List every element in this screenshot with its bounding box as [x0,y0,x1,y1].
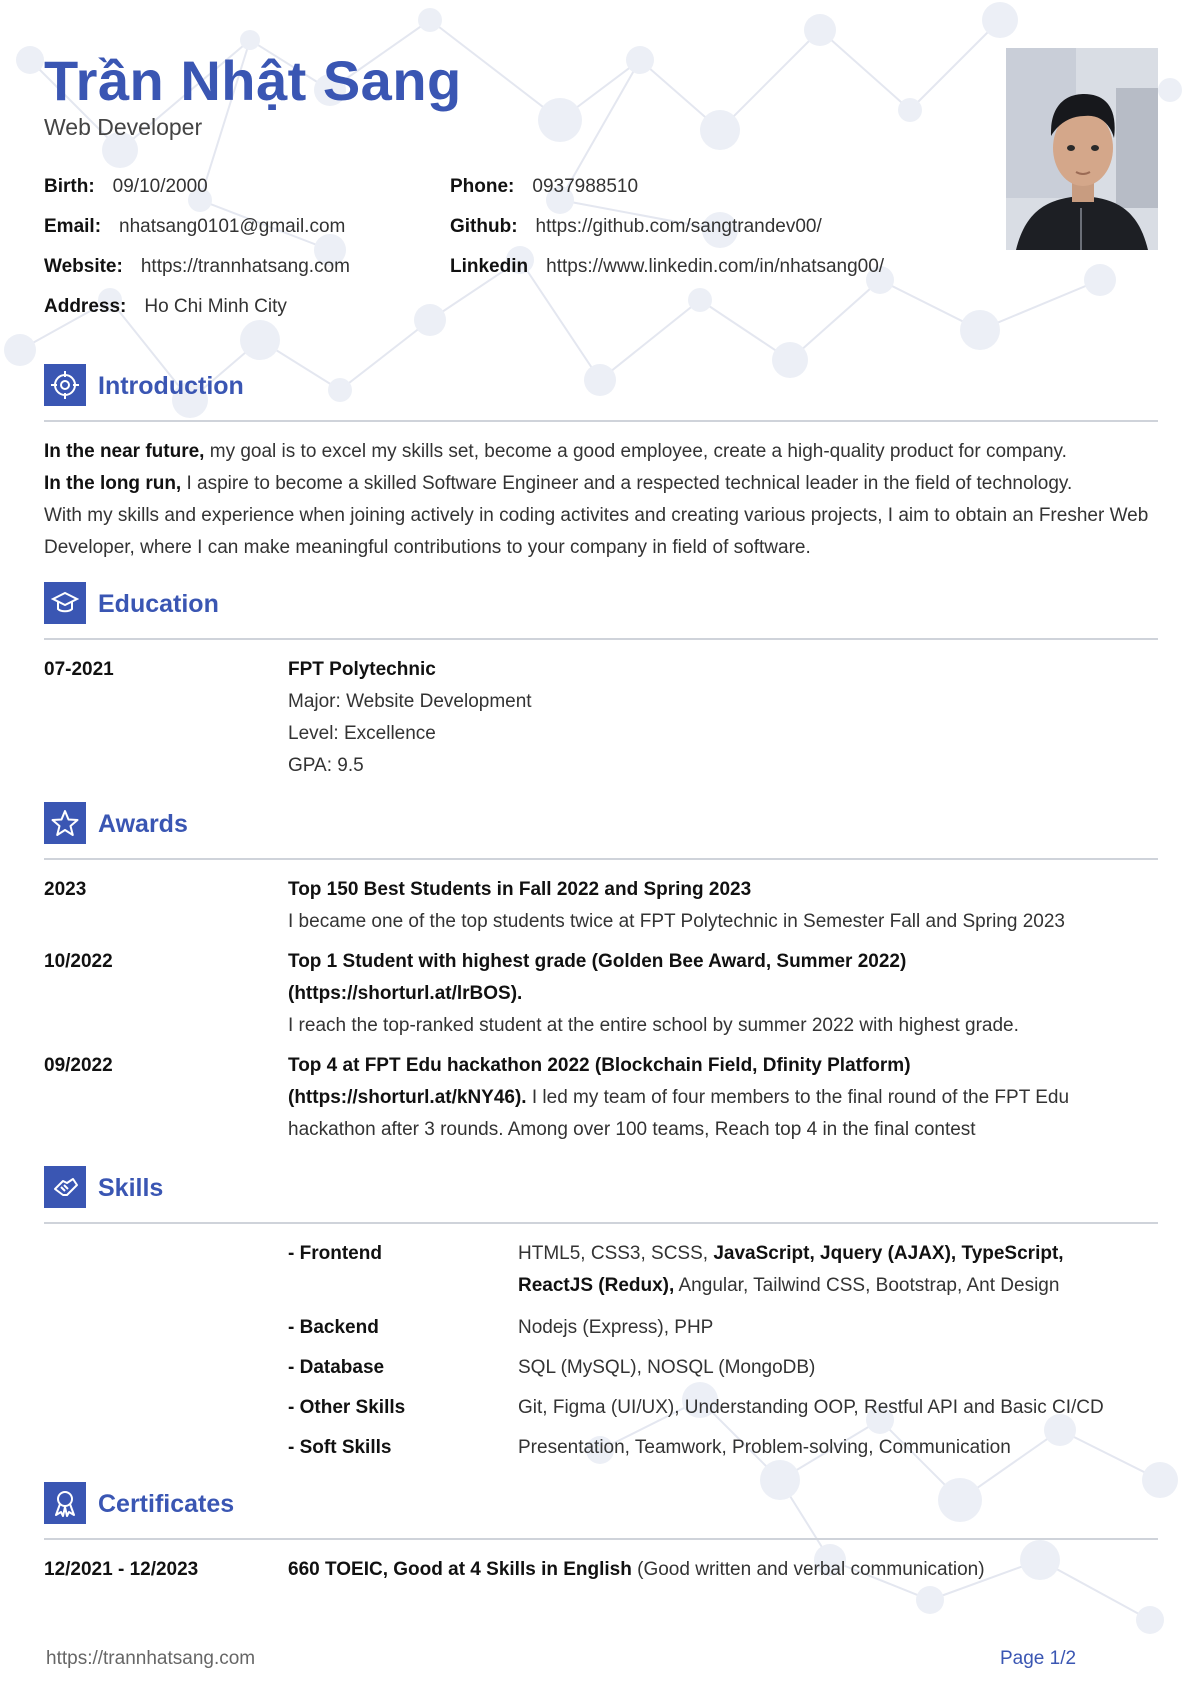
skill-label-other: - Other Skills [288,1397,406,1418]
education-level: Level: Excellence [288,723,436,744]
certificate-description: (Good written and verbal communication) [631,1559,985,1580]
contact-linkedin [450,256,884,278]
email-label: Email: [44,216,102,237]
award-title: Top 1 Student with highest grade (Golden Bee Award, Summer 2022) [288,951,907,972]
contact-phone [450,176,638,198]
contact-website [44,256,350,278]
award-description [288,1082,1069,1114]
skill-label-database: - Database [288,1357,385,1378]
certificate-date: 12/2021 - 12/2023 [44,1559,199,1580]
contact-address [44,296,287,318]
skill-label-backend: - Backend [288,1317,379,1338]
frontend-part2: JavaScript, Jquery (AJAX), TypeScript, [713,1243,1064,1264]
star-icon [44,802,86,844]
education-gpa: GPA: 9.5 [288,755,364,776]
linkedin-label: Linkedin [450,256,529,277]
section-title: Introduction [98,372,244,400]
website-link[interactable]: https://trannhatsang.com [140,256,350,277]
award-title: Top 4 at FPT Edu hackathon 2022 (Blockchain Field, Dfinity Platform) [288,1055,911,1076]
frontend-part3: ReactJS (Redux), [518,1275,675,1296]
award-description: I became one of the top students twice at FPT Polytechnic in Semester Fall and Spring 2023 [288,911,1065,932]
contact-email [44,216,345,238]
section-certificates [44,1482,1158,1526]
footer-website-link[interactable]: https://trannhatsang.com [46,1648,256,1669]
intro-p2-lead: In the long run, [44,473,182,494]
award-link[interactable]: (https://shorturl.at/lrBOS). [288,983,523,1004]
award-title: Top 150 Best Students in Fall 2022 and Spring 2023 [288,879,752,900]
github-label: Github: [450,216,518,237]
github-link[interactable]: https://github.com/sangtrandev00/ [535,216,822,237]
section-divider [44,1222,1158,1224]
section-divider [44,858,1158,860]
intro-p1-lead: In the near future, [44,441,205,462]
candidate-role: Web Developer [44,114,203,140]
intro-p1: my goal is to excel my skills set, become a good employee, create a high-quality product for company. [204,441,1067,462]
intro-p3: With my skills and experience when joining actively in coding activites and creating various projects, I aim to obtain an Fresher Web Developer, where I can make meaningful contributions to your company in field of software. [44,505,1149,558]
award-date: 09/2022 [44,1055,113,1076]
section-introduction [44,364,1158,408]
skill-value-backend: Nodejs (Express), PHP [518,1317,714,1338]
skill-label-soft: - Soft Skills [288,1437,392,1458]
skill-value-soft: Presentation, Teamwork, Problem-solving, Communication [518,1437,1011,1458]
section-title: Skills [98,1174,164,1202]
section-education [44,582,1158,626]
education-school: FPT Polytechnic [288,659,436,680]
email-value[interactable]: nhatsang0101@gmail.com [119,216,346,237]
certificate-entry [288,1554,985,1586]
award-description-line1: I led my team of four members to the final round of the FPT Edu [526,1087,1070,1108]
frontend-part1: HTML5, CSS3, SCSS, [518,1243,714,1264]
contact-github [450,216,822,238]
award-date: 10/2022 [44,951,113,972]
education-date: 07-2021 [44,659,114,680]
section-title: Education [98,590,219,618]
section-title: Awards [98,810,188,838]
candidate-name: Trần Nhật Sang [44,49,462,112]
section-divider [44,420,1158,422]
linkedin-link[interactable]: https://www.linkedin.com/in/nhatsang00/ [546,256,885,277]
phone-label: Phone: [450,176,515,197]
intro-p2: I aspire to become a skilled Software Engineer and a respected technical leader in the field of technology. [181,473,1073,494]
birth-value: 09/10/2000 [112,176,208,197]
handshake-icon [44,1166,86,1208]
contact-birth [44,176,208,198]
award-description: I reach the top-ranked student at the entire school by summer 2022 with highest grade. [288,1015,1019,1036]
education-major: Major: Website Development [288,691,532,712]
page-number: Page 1/2 [1000,1648,1077,1669]
award-date: 2023 [44,879,87,900]
phone-value: 0937988510 [532,176,639,197]
section-divider [44,638,1158,640]
skill-value-frontend [518,1238,1158,1302]
address-label: Address: [44,296,127,317]
certificate-title: 660 TOEIC, Good at 4 Skills in English [288,1559,632,1580]
introduction-text [44,436,1164,564]
section-skills [44,1166,1158,1210]
skill-label-frontend: - Frontend [288,1243,382,1264]
section-awards [44,802,1158,846]
section-divider [44,1538,1158,1540]
skill-value-other: Git, Figma (UI/UX), Understanding OOP, Restful API and Basic CI/CD [518,1397,1104,1418]
award-link[interactable]: (https://shorturl.at/kNY46). [288,1087,527,1108]
frontend-part4: Angular, Tailwind CSS, Bootstrap, Ant Design [674,1275,1060,1296]
address-value: Ho Chi Minh City [144,296,287,317]
award-ribbon-icon [44,1482,86,1524]
birth-label: Birth: [44,176,95,197]
profile-photo [1006,48,1158,250]
section-title: Certificates [98,1490,235,1518]
target-icon [44,364,86,406]
award-description-line2: hackathon after 3 rounds. Among over 100 teams, Reach top 4 in the final contest [288,1119,976,1140]
graduation-cap-icon [44,582,86,624]
portrait-image [1006,48,1158,250]
website-label: Website: [44,256,123,277]
skill-value-database: SQL (MySQL), NOSQL (MongoDB) [518,1357,816,1378]
